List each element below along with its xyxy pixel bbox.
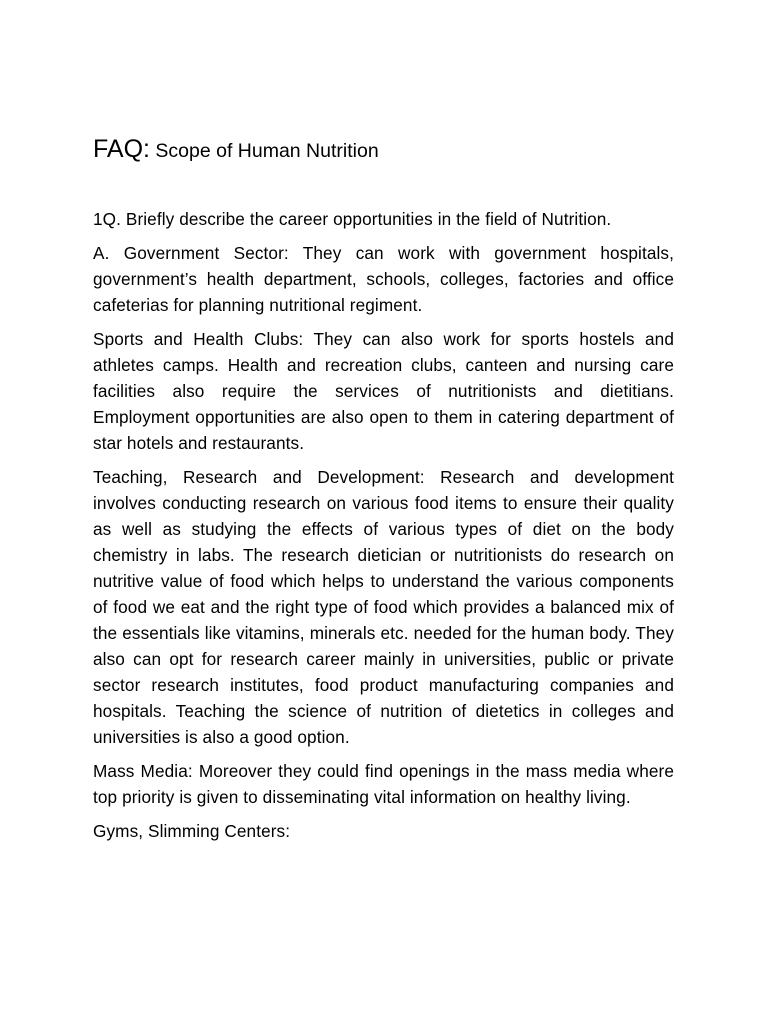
paragraph-sports-health-clubs: Sports and Health Clubs: They can also work for sports hostels and athletes camps. Health and recreation clubs, canteen and nursing care facilities also require the services of nutritionists and dietitians. Employment opportunities are also open to them in catering department of star hotels and restaurants. [93, 329, 674, 453]
paragraph-teaching-research: Teaching, Research and Development: Research and development involves conducting research on various food items to ensure their quality as well as studying the effects of various types of diet on the body chemistry in labs. The research dietician or nutritionists do research on nutritive value of food which helps to understand the various components of food we eat and the right type of food which provides a balanced mix of the essentials like vitamins, minerals etc. needed for the human body. They also can opt for research career mainly in universities, public or private sector research institutes, food product manufacturing companies and hospitals. Teaching the science of nutrition of dietetics in colleges and universities is also a good option. [93, 467, 674, 747]
paragraph-mass-media: Mass Media: Moreover they could find openings in the mass media where top priority is given to disseminating vital information on healthy living. [93, 761, 674, 807]
page-title [93, 128, 379, 167]
paragraph-government-sector: A. Government Sector: They can work with government hospitals, government’s health department, schools, colleges, factories and office cafeterias for planning nutritional regiment. [93, 243, 674, 315]
question-text: 1Q. Briefly describe the career opportunities in the field of Nutrition. [93, 209, 612, 229]
document-body [93, 206, 674, 852]
paragraph-gyms-slimming: Gyms, Slimming Centers: [93, 821, 291, 841]
title-text: Scope of Human Nutrition [149, 140, 379, 162]
title-prefix: FAQ: [93, 135, 150, 163]
